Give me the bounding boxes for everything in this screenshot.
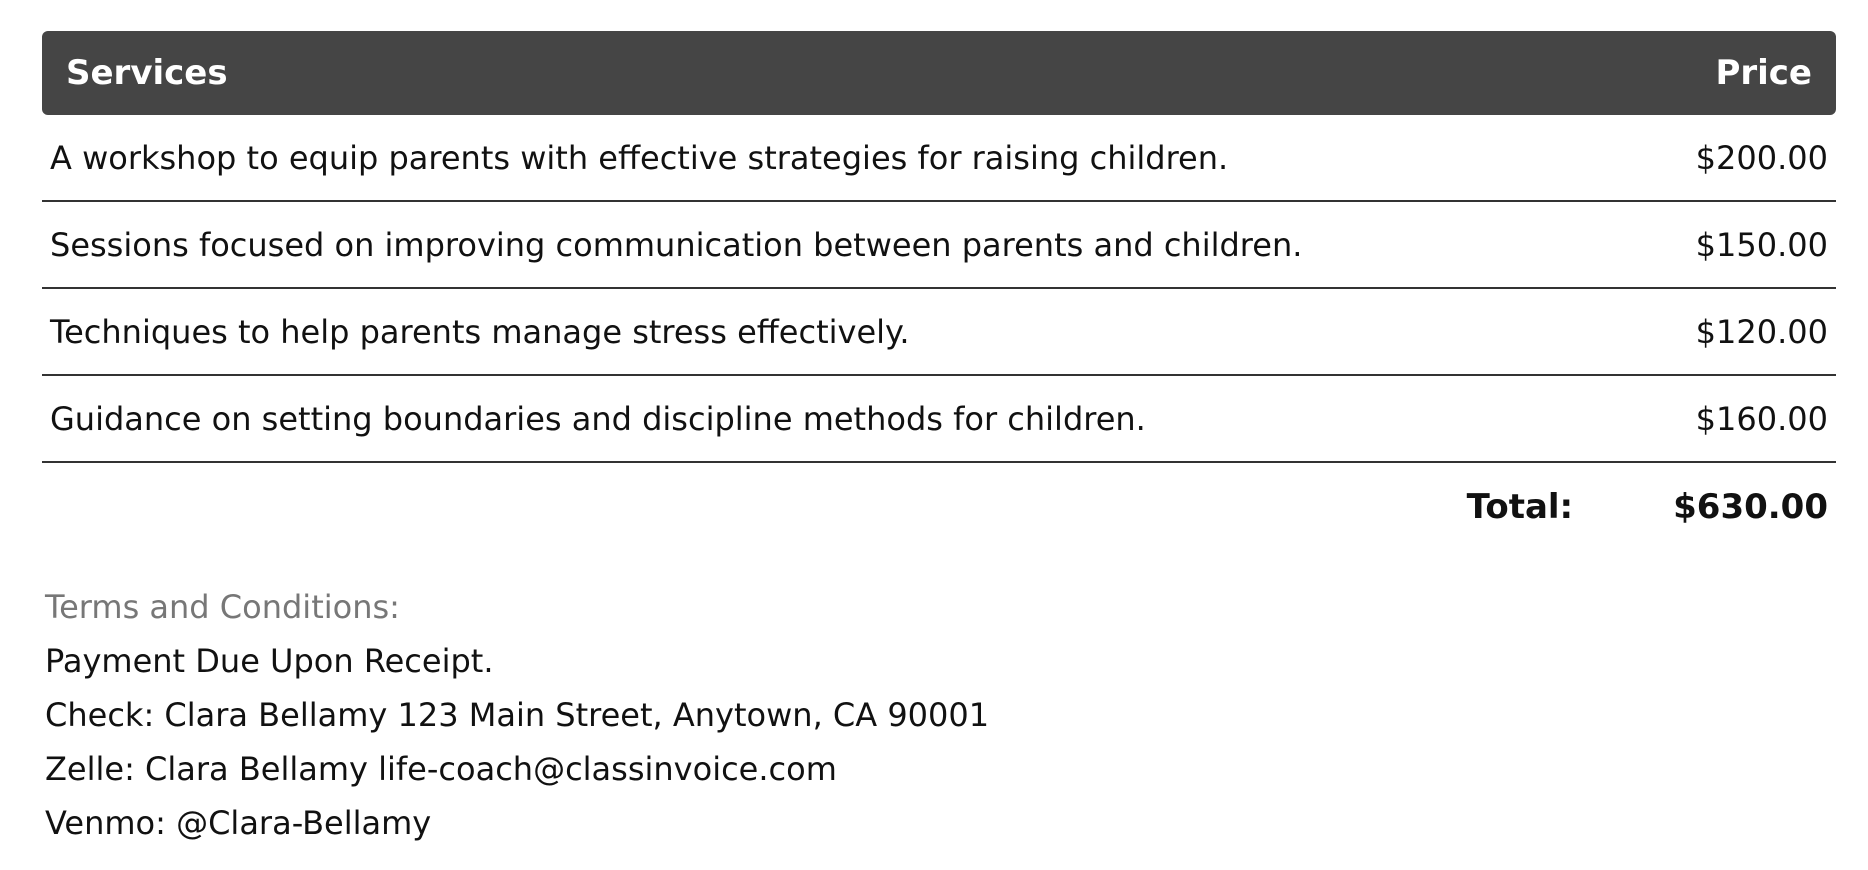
service-price: $150.00: [1695, 225, 1828, 264]
total-row: [42, 463, 1836, 550]
price-column-header: Price: [1715, 53, 1812, 93]
services-table: [42, 31, 1836, 550]
table-row: [42, 289, 1836, 376]
service-description: Guidance on setting boundaries and discipline methods for children.: [50, 399, 1146, 438]
services-column-header: Services: [66, 53, 228, 93]
terms-title: Terms and Conditions:: [45, 588, 400, 626]
total-value: $630.00: [1673, 486, 1828, 527]
table-header: [42, 31, 1836, 115]
service-price: $120.00: [1695, 312, 1828, 351]
terms-check-info: Check: Clara Bellamy 123 Main Street, Anytown, CA 90001: [45, 696, 990, 734]
terms-payment-due: Payment Due Upon Receipt.: [45, 642, 494, 680]
table-row: [42, 376, 1836, 463]
service-description: Techniques to help parents manage stress effectively.: [50, 312, 910, 351]
table-row: [42, 202, 1836, 289]
terms-zelle-info: Zelle: Clara Bellamy life-coach@classinvoice.com: [45, 750, 837, 788]
total-label: Total:: [1466, 486, 1574, 527]
service-price: $160.00: [1695, 399, 1828, 438]
service-price: $200.00: [1695, 138, 1828, 177]
terms-section: [45, 580, 1245, 850]
terms-venmo-info: Venmo: @Clara-Bellamy: [45, 804, 432, 842]
table-row: [42, 115, 1836, 202]
service-description: Sessions focused on improving communication between parents and children.: [50, 225, 1303, 264]
service-description: A workshop to equip parents with effective strategies for raising children.: [50, 138, 1229, 177]
